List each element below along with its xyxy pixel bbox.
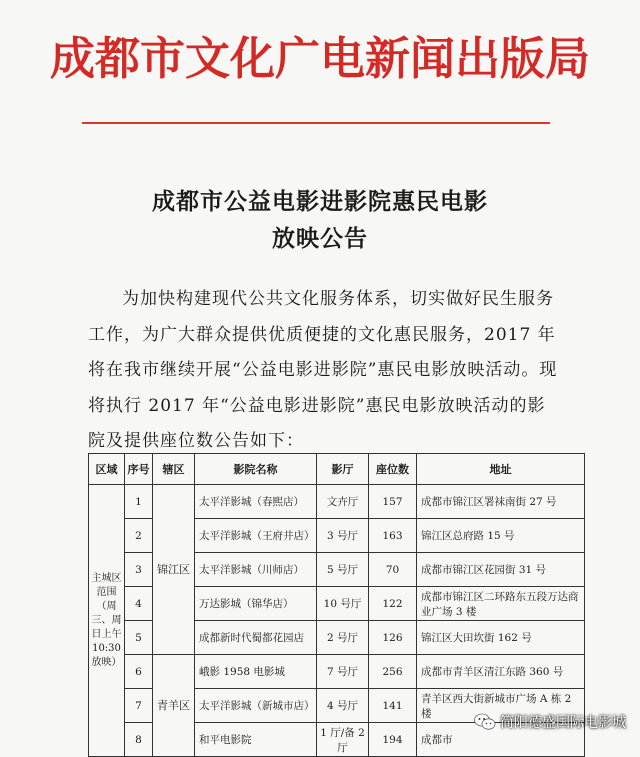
- notice-title-line-1: 成都市公益电影进影院惠民电影: [152, 188, 488, 215]
- cinema-name: 太平洋影城（新城市店）: [195, 689, 317, 723]
- cinema-name: 太平洋影城（王府井店）: [195, 519, 317, 553]
- table-row: [89, 655, 585, 689]
- row-number: 5: [125, 621, 153, 655]
- header-address: 地址: [417, 454, 585, 485]
- wechat-icon: [474, 713, 496, 731]
- seats: 157: [369, 485, 417, 519]
- cinema-name: 峨影 1958 电影城: [195, 655, 317, 689]
- letterhead-red-rule: [82, 122, 550, 124]
- cinema-name: 太平洋影城（川师店）: [195, 553, 317, 587]
- row-number: 1: [125, 485, 153, 519]
- notice-body-paragraph: 为加快构建现代公共文化服务体系，切实做好民生服务工作，为广大群众提供优质便捷的文化惠民服务，2017 年将在我市继续开展“公益电影进影院”惠民电影放映活动。现将执行 2017 年“公益电影进影院”惠民电影放映活动的影院及提供座位数公告如下：: [88, 289, 558, 451]
- header-number: 序号: [125, 454, 153, 485]
- seats: 126: [369, 621, 417, 655]
- region-cell: 主城区范围（周三、周日上午10:30放映）: [89, 485, 125, 757]
- hall: 5 号厅: [317, 553, 369, 587]
- cinema-name: 太平洋影城（春熙店）: [195, 485, 317, 519]
- seats: 194: [369, 723, 417, 757]
- row-number: 4: [125, 587, 153, 621]
- row-number: 3: [125, 553, 153, 587]
- notice-title-line-2: 放映公告: [272, 225, 368, 252]
- address: 成都市: [417, 723, 585, 757]
- header-hall: 影厅: [317, 454, 369, 485]
- seats: 141: [369, 689, 417, 723]
- row-number: 8: [125, 723, 153, 757]
- row-number: 6: [125, 655, 153, 689]
- cinema-name: 和平电影院: [195, 723, 317, 757]
- cinema-name: 万达影城（锦华店）: [195, 587, 317, 621]
- header-seats: 座位数: [369, 454, 417, 485]
- hall: 1 厅/备 2 厅: [317, 723, 369, 757]
- cinema-name: 成都新时代蜀都花园店: [195, 621, 317, 655]
- row-number: 2: [125, 519, 153, 553]
- address: 成都市锦江区花园街 31 号: [417, 553, 585, 587]
- seats: 122: [369, 587, 417, 621]
- wechat-watermark: [474, 712, 626, 732]
- row-number: 7: [125, 689, 153, 723]
- seats: 256: [369, 655, 417, 689]
- district-cell: 锦江区: [153, 485, 195, 655]
- seats: 163: [369, 519, 417, 553]
- agency-letterhead: 成都市文化广电新闻出版局: [49, 32, 590, 85]
- address: 成都市青羊区清江东路 360 号: [417, 655, 585, 689]
- hall: 3 号厅: [317, 519, 369, 553]
- district-cell: 青羊区: [153, 655, 195, 757]
- hall: 4 号厅: [317, 689, 369, 723]
- seats: 70: [369, 553, 417, 587]
- header-district: 辖区: [153, 454, 195, 485]
- hall: 10 号厅: [317, 587, 369, 621]
- table-header-row: [89, 454, 585, 485]
- address: 青羊区西大街新城市广场 A 栋 2 楼: [417, 689, 585, 723]
- hall: 文卉厅: [317, 485, 369, 519]
- table-row: [89, 485, 585, 519]
- address: 锦江区总府路 15 号: [417, 519, 585, 553]
- address: 锦江区大田坎街 162 号: [417, 621, 585, 655]
- header-region: 区域: [89, 454, 125, 485]
- header-cinema-name: 影院名称: [195, 454, 317, 485]
- address: 成都市锦江区署袜南街 27 号: [417, 485, 585, 519]
- address: 成都市锦江区二环路东五段万达商业广场 3 楼: [417, 587, 585, 621]
- watermark-text: 简阳德盛国际电影城: [500, 715, 626, 731]
- hall: 7 号厅: [317, 655, 369, 689]
- hall: 2 号厅: [317, 621, 369, 655]
